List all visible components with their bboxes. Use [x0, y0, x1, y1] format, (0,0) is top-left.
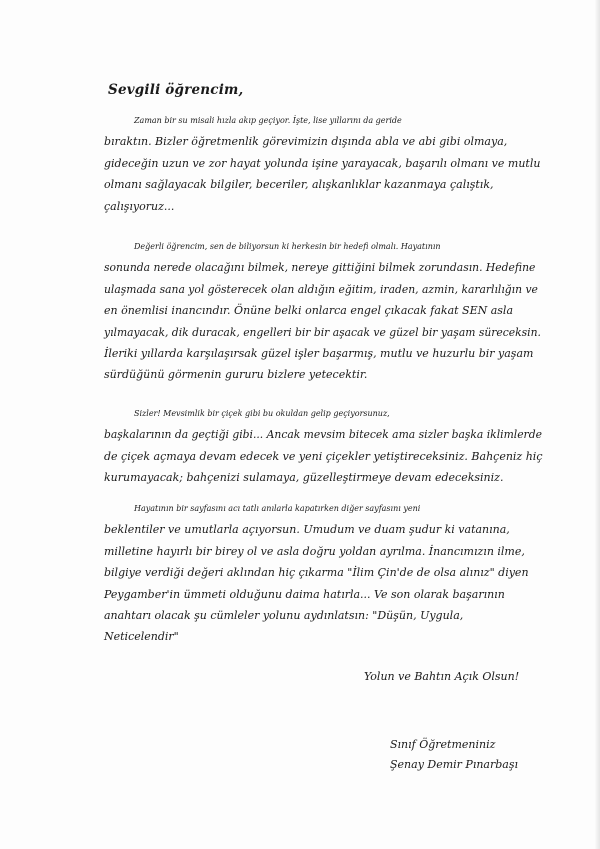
paragraph-line: bilgiye verdiği değeri aklından hiç çıkarma "İlim Çin'de de olsa alınız" diyen [104, 566, 529, 580]
paragraph-line: İleriki yıllarda karşılaşırsak güzel işler başarmış, mutlu ve huzurlu bir yaşam [104, 347, 534, 361]
paragraph-line: ulaşmada sana yol gösterecek olan aldığın eğitim, iraden, azmin, kararlılığın ve [104, 282, 538, 296]
signature-name: Şenay Demir Pınarbaşı [390, 758, 519, 771]
signature-title: Sınıf Öğretmeniniz [390, 738, 496, 751]
paragraph-2 [104, 236, 544, 386]
paragraph-line: de çiçek açmaya devam edecek ve yeni çiçekler yetiştireceksiniz. Bahçeniz hiç [104, 449, 543, 463]
paragraph-line: başkalarının da geçtiği gibi... Ancak mevsim bitecek ama sizler başka iklimlerde [104, 428, 542, 442]
paragraph-4 [104, 498, 544, 648]
paragraph-line: Zaman bir su misali hızla akıp geçiyor. İşte, lise yıllarını da geride [134, 116, 402, 125]
closing-line: Yolun ve Bahtın Açık Olsun! [364, 670, 520, 683]
paragraph-line: Değerli öğrencim, sen de biliyorsun ki herkesin bir hedefi olmalı. Hayatının [134, 242, 441, 251]
paragraph-line: olmanı sağlayacak bilgiler, beceriler, alışkanlıklar kazanmaya çalıştık, [104, 178, 494, 192]
paragraph-line: sonunda nerede olacağını bilmek, nereye gittiğini bilmek zorundasın. Hedefine [104, 261, 536, 275]
paragraph-line: anahtarı olacak şu cümleler yolunu aydınlatsın: "Düşün, Uygula, [104, 609, 464, 623]
paragraph-line: bıraktın. Bizler öğretmenlik görevimizin dışında abla ve abi gibi olmaya, [104, 135, 508, 149]
paragraph-line: yılmayacak, dik duracak, engelleri bir bir aşacak ve güzel bir yaşam süreceksin. [104, 325, 541, 339]
paragraph-3 [104, 403, 544, 489]
paragraph-line: Sizler! Mevsimlik bir çiçek gibi bu okuldan gelip geçiyorsunuz, [134, 409, 390, 418]
paragraph-line: çalışıyoruz... [104, 199, 175, 213]
paragraph-1 [104, 110, 544, 217]
paragraph-line: gideceğin uzun ve zor hayat yolunda işine yarayacak, başarılı olmanı ve mutlu [104, 156, 541, 170]
paragraph-line: milletine hayırlı bir birey ol ve asla doğru yoldan ayrılma. İnancımızın ilme, [104, 544, 525, 558]
paragraph-line: Peygamber'in ümmeti olduğunu daima hatırla... Ve son olarak başarının [104, 587, 505, 601]
paragraph-line: kurumayacak; bahçenizi sulamaya, güzelleştirmeye devam edeceksiniz. [104, 471, 504, 485]
paragraph-line: sürdüğünü görmenin gururu bizlere yetecektir. [104, 368, 368, 382]
paragraph-line: Hayatının bir sayfasını acı tatlı anılarla kapatırken diğer sayfasını yeni [134, 504, 421, 513]
paragraph-line: beklentiler ve umutlarla açıyorsun. Umudum ve duam şudur ki vatanına, [104, 523, 510, 537]
paragraph-line: en önemlisi inancındır. Önüne belki onlarca engel çıkacak fakat SEN asla [104, 304, 514, 318]
signature-block [390, 735, 518, 775]
page-edge-shadow [594, 0, 600, 849]
salutation: Sevgili öğrencim, [108, 82, 244, 98]
paragraph-line: Neticelendir" [104, 630, 179, 644]
